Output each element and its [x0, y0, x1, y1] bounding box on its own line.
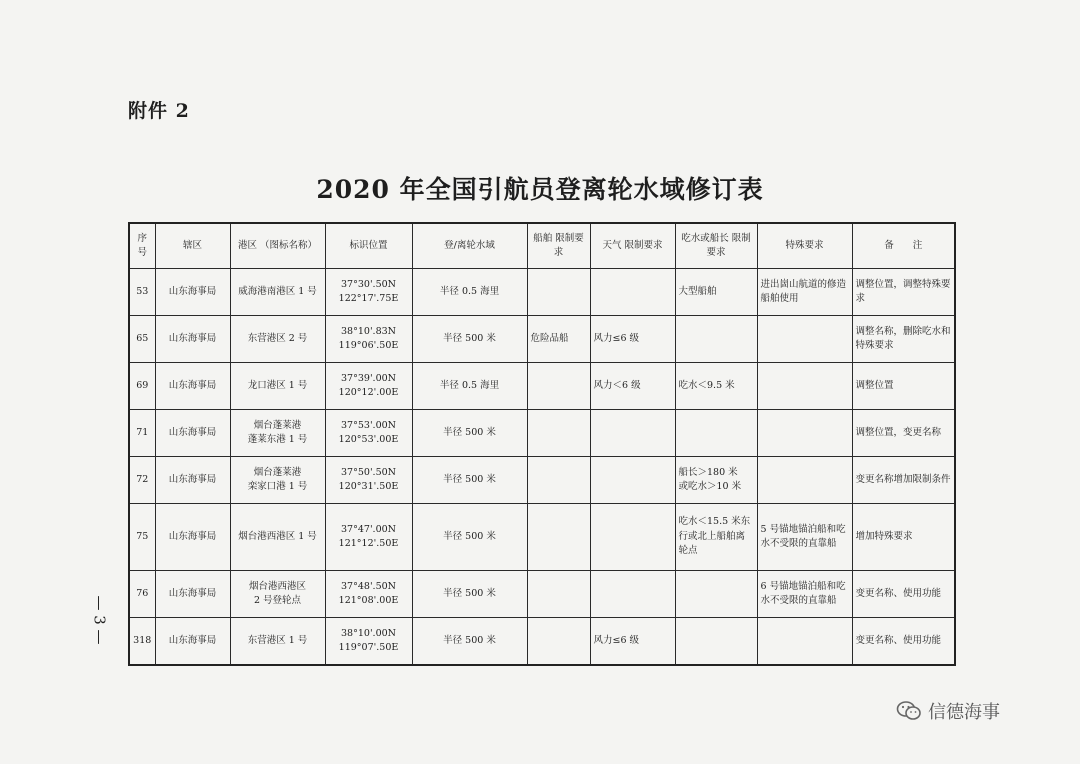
header-weather-limit: 天气 限制要求 [590, 223, 675, 269]
cell-ship-limit [527, 269, 590, 316]
table-row [129, 409, 955, 456]
wechat-icon [896, 700, 922, 722]
cell-ship-limit [527, 503, 590, 570]
cell-port-area: 威海港南港区 1 号 [230, 269, 325, 316]
cell-weather-limit: 风力＜6 级 [590, 362, 675, 409]
cell-draft-limit [675, 617, 757, 665]
cell-draft-limit [675, 315, 757, 362]
cell-jurisdiction: 山东海事局 [155, 362, 230, 409]
header-ship-limit: 船舶 限制要求 [527, 223, 590, 269]
cell-index: 65 [129, 315, 155, 362]
cell-boarding-area: 半径 500 米 [412, 570, 527, 617]
cell-remarks: 变更名称增加限制条件 [852, 456, 955, 503]
cell-position: 38°10'.83N 119°06'.50E [325, 315, 412, 362]
cell-jurisdiction: 山东海事局 [155, 409, 230, 456]
cell-port-area: 烟台港西港区 2 号登轮点 [230, 570, 325, 617]
table-row [129, 503, 955, 570]
cell-weather-limit [590, 456, 675, 503]
cell-port-area: 烟台港西港区 1 号 [230, 503, 325, 570]
cell-port-area: 东营港区 2 号 [230, 315, 325, 362]
table-row [129, 570, 955, 617]
page-number-text: — 3 — [91, 595, 109, 645]
cell-position: 37°50'.50N 120°31'.50E [325, 456, 412, 503]
table-row [129, 362, 955, 409]
cell-special [757, 409, 852, 456]
header-index: 序号 [129, 223, 155, 269]
cell-boarding-area: 半径 0.5 海里 [412, 362, 527, 409]
header-position: 标识位置 [325, 223, 412, 269]
cell-index: 71 [129, 409, 155, 456]
table-row [129, 315, 955, 362]
cell-index: 318 [129, 617, 155, 665]
header-remarks: 备 注 [852, 223, 955, 269]
cell-index: 72 [129, 456, 155, 503]
cell-remarks: 增加特殊要求 [852, 503, 955, 570]
watermark [896, 698, 1000, 724]
cell-position: 37°39'.00N 120°12'.00E [325, 362, 412, 409]
cell-weather-limit [590, 503, 675, 570]
revision-table [128, 222, 956, 666]
header-boarding-area: 登/离轮水域 [412, 223, 527, 269]
cell-special [757, 617, 852, 665]
cell-special: 6 号锚地锚泊船和吃水不受限的直靠船 [757, 570, 852, 617]
cell-draft-limit: 船长＞180 米 或吃水＞10 米 [675, 456, 757, 503]
cell-remarks: 调整位置，调整特殊要求 [852, 269, 955, 316]
cell-ship-limit [527, 362, 590, 409]
cell-ship-limit: 危险品船 [527, 315, 590, 362]
cell-weather-limit [590, 409, 675, 456]
cell-remarks: 变更名称、使用功能 [852, 570, 955, 617]
cell-boarding-area: 半径 0.5 海里 [412, 269, 527, 316]
cell-ship-limit [527, 456, 590, 503]
cell-special [757, 456, 852, 503]
cell-special: 进出崮山航道的修造船舶使用 [757, 269, 852, 316]
cell-weather-limit: 风力≤6 级 [590, 617, 675, 665]
cell-ship-limit [527, 617, 590, 665]
cell-ship-limit [527, 570, 590, 617]
cell-position: 37°53'.00N 120°53'.00E [325, 409, 412, 456]
cell-index: 53 [129, 269, 155, 316]
cell-boarding-area: 半径 500 米 [412, 409, 527, 456]
cell-boarding-area: 半径 500 米 [412, 617, 527, 665]
cell-weather-limit [590, 570, 675, 617]
cell-position: 37°47'.00N 121°12'.50E [325, 503, 412, 570]
header-jurisdiction: 辖区 [155, 223, 230, 269]
cell-jurisdiction: 山东海事局 [155, 570, 230, 617]
cell-special [757, 315, 852, 362]
cell-index: 76 [129, 570, 155, 617]
cell-position: 37°48'.50N 121°08'.00E [325, 570, 412, 617]
cell-draft-limit: 大型船舶 [675, 269, 757, 316]
table-row [129, 456, 955, 503]
cell-port-area: 东营港区 1 号 [230, 617, 325, 665]
cell-remarks: 调整名称，删除吃水和特殊要求 [852, 315, 955, 362]
cell-draft-limit [675, 570, 757, 617]
cell-draft-limit: 吃水＜9.5 米 [675, 362, 757, 409]
cell-remarks: 调整位置，变更名称 [852, 409, 955, 456]
cell-weather-limit [590, 269, 675, 316]
header-special: 特殊要求 [757, 223, 852, 269]
cell-boarding-area: 半径 500 米 [412, 456, 527, 503]
table-row [129, 269, 955, 316]
cell-port-area: 龙口港区 1 号 [230, 362, 325, 409]
cell-port-area: 烟台蓬莱港 蓬莱东港 1 号 [230, 409, 325, 456]
cell-special: 5 号锚地锚泊船和吃水不受限的直靠船 [757, 503, 852, 570]
cell-position: 38°10'.00N 119°07'.50E [325, 617, 412, 665]
cell-boarding-area: 半径 500 米 [412, 315, 527, 362]
cell-jurisdiction: 山东海事局 [155, 503, 230, 570]
cell-index: 69 [129, 362, 155, 409]
watermark-text: 信德海事 [928, 702, 1000, 723]
cell-boarding-area: 半径 500 米 [412, 503, 527, 570]
cell-position: 37°30'.50N 122°17'.75E [325, 269, 412, 316]
cell-jurisdiction: 山东海事局 [155, 456, 230, 503]
cell-port-area: 烟台蓬莱港 栾家口港 1 号 [230, 456, 325, 503]
cell-jurisdiction: 山东海事局 [155, 315, 230, 362]
cell-remarks: 变更名称、使用功能 [852, 617, 955, 665]
table-row [129, 617, 955, 665]
document-title: 2020 年全国引航员登离轮水域修订表 [316, 175, 764, 204]
cell-draft-limit: 吃水＜15.5 米东行或北上船舶离轮点 [675, 503, 757, 570]
cell-jurisdiction: 山东海事局 [155, 617, 230, 665]
attachment-label: 附件 2 [128, 100, 190, 122]
cell-jurisdiction: 山东海事局 [155, 269, 230, 316]
table-header-row [129, 223, 955, 269]
header-port-area: 港区 （图标名称） [230, 223, 325, 269]
cell-special [757, 362, 852, 409]
header-draft-limit: 吃水或船长 限制要求 [675, 223, 757, 269]
cell-ship-limit [527, 409, 590, 456]
table-body [129, 269, 955, 666]
cell-index: 75 [129, 503, 155, 570]
cell-weather-limit: 风力≤6 级 [590, 315, 675, 362]
cell-remarks: 调整位置 [852, 362, 955, 409]
page-number [88, 580, 112, 660]
cell-draft-limit [675, 409, 757, 456]
